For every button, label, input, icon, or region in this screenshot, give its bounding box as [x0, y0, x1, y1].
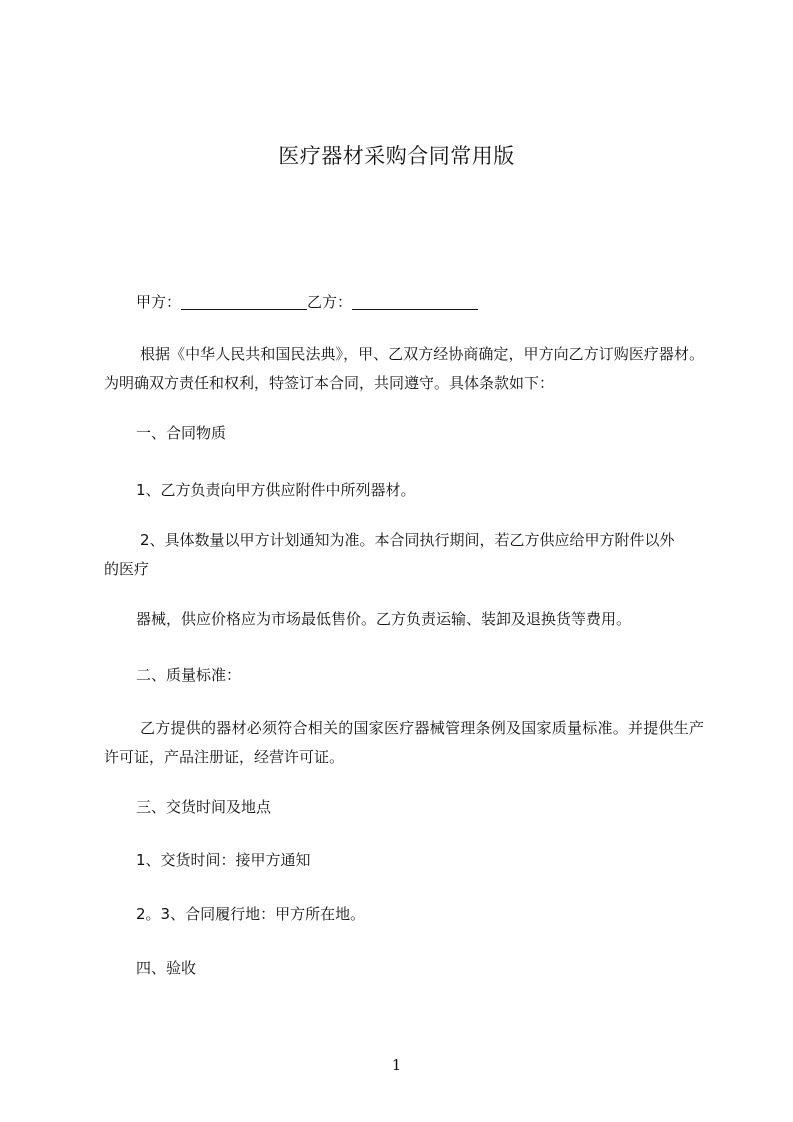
parties-line [136, 291, 478, 313]
section1-item2-line3: 器械，供应价格应为市场最低售价。乙方负责运输、装卸及退换货等费用。 [136, 610, 632, 628]
party-b-blank [352, 293, 478, 310]
section1-item2-line2: 的医疗 [104, 560, 150, 578]
party-a-label: 甲方： [136, 293, 182, 311]
section1-item1: 1、乙方负责向甲方供应附件中所列器材。 [136, 481, 416, 499]
intro-paragraph: 根据《中华人民共和国民法典》，甲、乙双方经协商确定，甲方向乙方订购医疗器材。为明确双方责任和权利，特签订本合同，共同遵守。具体条款如下： [104, 345, 704, 392]
page-number: 1 [391, 1056, 402, 1074]
party-b-label: 乙方： [307, 293, 353, 311]
section2-heading: 二、质量标准： [136, 666, 242, 684]
section4-heading: 四、验收 [136, 959, 197, 977]
document-title: 医疗器材采购合同常用版 [278, 144, 515, 168]
section1-heading: 一、合同物质 [136, 424, 227, 442]
section2-body: 乙方提供的器材必须符合相关的国家医疗器械管理条例及国家质量标准。并提供生产许可证，产品注册证，经营许可证。 [104, 719, 704, 766]
section3-item2: 2。3、合同履行地：甲方所在地。 [136, 905, 366, 923]
party-a-blank [181, 293, 307, 310]
section3-heading: 三、交货时间及地点 [136, 798, 272, 816]
section1-item2-line1: 2、具体数量以甲方计划通知为准。本合同执行期间，若乙方供应给甲方附件以外 [140, 531, 675, 549]
section3-item1: 1、交货时间：接甲方通知 [136, 851, 311, 869]
